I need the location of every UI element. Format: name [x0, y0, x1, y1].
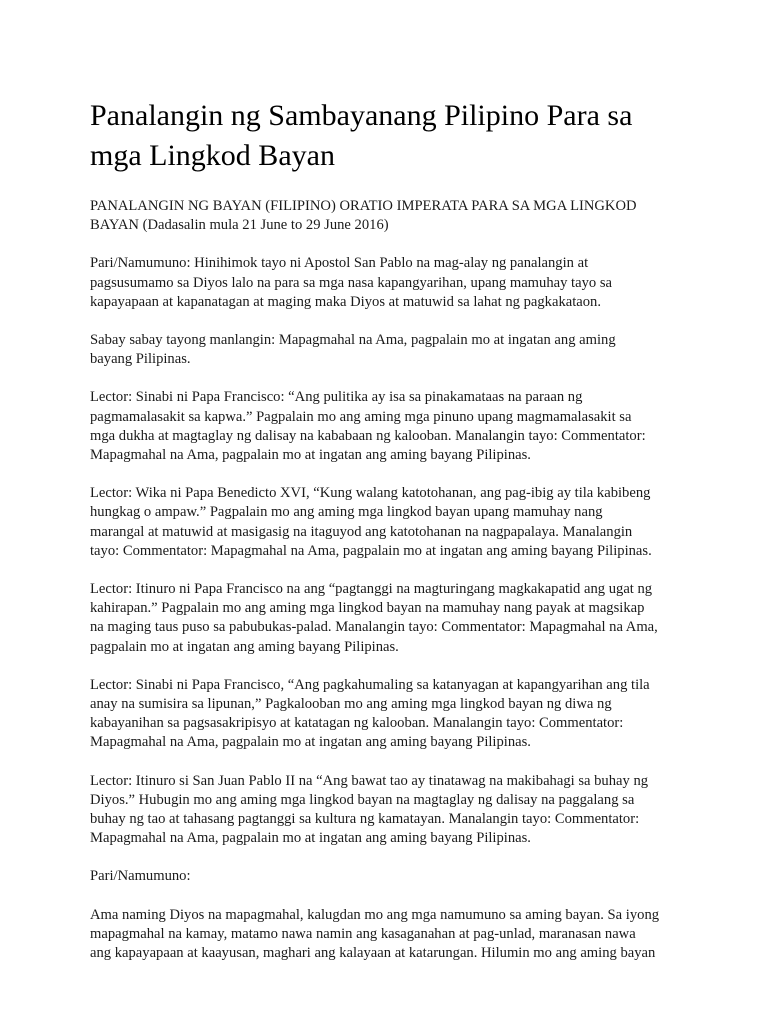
paragraph — [90, 331, 690, 369]
paragraph-line: kabayanihan sa pagsasakripisyo at katatagan ng kalooban. Manalangin tayo: Commentator: — [90, 715, 624, 732]
paragraph — [90, 484, 690, 561]
paragraph-line: mapagmahal na kamay, matamo nawa namin ang kasaganahan at pag-unlad, maranasan nawa — [90, 925, 636, 942]
paragraph-line: Lector: Itinuro ni Papa Francisco na ang “pagtanggi na magturingang magkakapatid ang ugat ng — [90, 581, 653, 598]
paragraph — [90, 580, 690, 657]
paragraph — [90, 906, 690, 964]
paragraph-line: Lector: Wika ni Papa Benedicto XVI, “Kung walang katotohanan, ang pag-ibig ay tila kabibeng — [90, 485, 651, 502]
paragraph-line: Lector: Sinabi ni Papa Francisco, “Ang pagkahumaling sa katanyagan at kapangyarihan ang tila — [90, 676, 650, 693]
paragraph-line: Mapagmahal na Ama, pagpalain mo at ingatan ang aming bayang Pilipinas. — [90, 447, 531, 464]
paragraph-line: pagmamalasakit sa kapwa.” Pagpalain mo ang aming mga pinuno upang magmamalasakit sa — [90, 408, 632, 425]
paragraph-line: Mapagmahal na Ama, pagpalain mo at ingatan ang aming bayang Pilipinas. — [90, 734, 531, 751]
document-body — [90, 197, 690, 963]
paragraph — [90, 772, 690, 849]
paragraph-line: tayo: Commentator: Mapagmahal na Ama, pagpalain mo at ingatan ang aming bayang Pilipinas. — [90, 542, 652, 559]
paragraph-line: pagsusumamo sa Diyos lalo na para sa mga nasa kapangyarihan, upang mamuhay tayo sa — [90, 274, 612, 291]
paragraph-line: mga dukha at magtaglay ng dalisay na kababaan ng kalooban. Manalangin tayo: Commentator: — [90, 427, 646, 444]
paragraph-line: hungkag o ampaw.” Pagpalain mo ang aming mga lingkod bayan upang mamuhay nang — [90, 504, 603, 521]
paragraph-line: Sabay sabay tayong manlangin: Mapagmahal na Ama, pagpalain mo at ingatan ang aming — [90, 332, 616, 349]
paragraph-line: Mapagmahal na Ama, pagpalain mo at ingatan ang aming bayang Pilipinas. — [90, 830, 531, 847]
paragraph-line: na maging taus puso sa pabubukas-palad. Manalangin tayo: Commentator: Mapagmahal na Ama, — [90, 619, 658, 636]
paragraph-line: buhay ng tao at tahasang pagtanggi sa kultura ng kamatayan. Manalangin tayo: Commentator: — [90, 811, 640, 828]
paragraph — [90, 676, 690, 753]
paragraph-line: ang kapayapaan at kaayusan, maghari ang kalayaan at katarungan. Hilumin mo ang aming bayan — [90, 945, 656, 962]
paragraph-line: Pari/Namumuno: Hinihimok tayo ni Apostol San Pablo na mag-alay ng panalangin at — [90, 255, 589, 272]
paragraph — [90, 388, 690, 465]
paragraph-line: kahirapan.” Pagpalain mo ang aming mga lingkod bayan na mamuhay nang payak at magsikap — [90, 600, 645, 617]
paragraph-line: Lector: Itinuro si San Juan Pablo II na “Ang bawat tao ay tinatawag na makibahagi sa buhay ng — [90, 772, 649, 789]
paragraph-line: marangal at matuwid at masigasig na itaguyod ang katotohanan na nagpapalaya. Manalangin — [90, 523, 633, 540]
document-page — [90, 96, 690, 982]
paragraph-line: kapayapaan at kapanatagan at maging maka Diyos at matuwid sa lahat ng pagkakataon. — [90, 293, 601, 310]
paragraph-line: Ama naming Diyos na mapagmahal, kalugdan mo ang mga namumuno sa aming bayan. Sa iyong — [90, 906, 660, 923]
paragraph-line: Diyos.” Hubugin mo ang aming mga lingkod bayan na magtaglay ng dalisay na paggalang sa — [90, 791, 635, 808]
paragraph — [90, 867, 690, 886]
paragraph — [90, 254, 690, 312]
paragraph-line: BAYAN (Dadasalin mula 21 June to 29 June 2016) — [90, 217, 389, 234]
paragraph-line: pagpalain mo at ingatan ang aming bayang Pilipinas. — [90, 638, 399, 655]
paragraph-line: Lector: Sinabi ni Papa Francisco: “Ang pulitika ay isa sa pinakamataas na paraan ng — [90, 389, 583, 406]
paragraph-line: Pari/Namumuno: — [90, 868, 191, 885]
title-line: mga Lingkod Bayan — [90, 139, 335, 172]
title-line: Panalangin ng Sambayanang Pilipino Para sa — [90, 99, 633, 132]
paragraph-line: anay na sumisira sa lipunan,” Pagkalooban mo ang aming mga lingkod bayan ng diwa ng — [90, 696, 612, 713]
paragraph-line: bayang Pilipinas. — [90, 351, 191, 368]
document-title — [90, 96, 690, 176]
paragraph-line: PANALANGIN NG BAYAN (FILIPINO) ORATIO IMPERATA PARA SA MGA LINGKOD — [90, 198, 637, 214]
paragraph — [90, 197, 690, 235]
